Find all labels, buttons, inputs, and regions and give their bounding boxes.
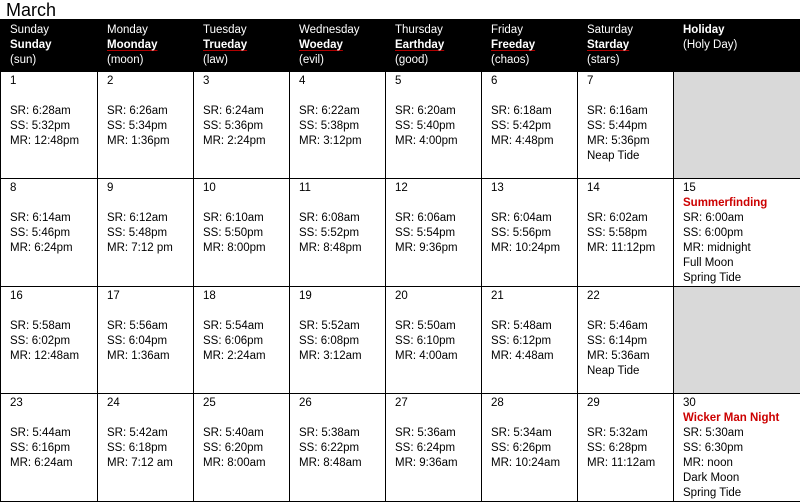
sunrise-time: SR: 5:38am	[299, 426, 379, 441]
day-number: 28	[491, 396, 571, 412]
header-alt-name: Freeday	[491, 38, 571, 53]
header-weekday: Tuesday	[203, 23, 283, 38]
sunrise-time: SR: 6:00am	[683, 211, 794, 226]
day-cell	[98, 72, 194, 179]
header-meaning: (chaos)	[491, 53, 571, 68]
sunset-time: SS: 5:48pm	[107, 226, 187, 241]
sunset-time: SS: 6:00pm	[683, 226, 794, 241]
sunset-time: SS: 5:44pm	[587, 119, 667, 134]
holiday-name: Wicker Man Night	[683, 411, 794, 426]
sunrise-time: SR: 6:28am	[10, 104, 91, 119]
day-number: 26	[299, 396, 379, 412]
moonrise-time: MR: 7:12 am	[107, 456, 187, 471]
sunrise-time: SR: 6:24am	[203, 104, 283, 119]
day-number: 9	[107, 181, 187, 197]
day-number: 14	[587, 181, 667, 197]
day-number: 22	[587, 289, 667, 305]
header-meaning: (sun)	[10, 53, 91, 68]
moonrise-time: MR: 12:48pm	[10, 134, 91, 149]
day-cell	[482, 179, 578, 287]
moonrise-time: MR: 1:36pm	[107, 134, 187, 149]
moonrise-time: MR: 6:24pm	[10, 241, 91, 256]
sunset-time: SS: 5:58pm	[587, 226, 667, 241]
moonrise-time: MR: 12:48am	[10, 349, 91, 364]
tide-note: Spring Tide	[683, 271, 794, 286]
day-cell	[578, 394, 674, 502]
day-cell	[386, 179, 482, 287]
sunset-time: SS: 5:46pm	[10, 226, 91, 241]
day-cell	[482, 287, 578, 394]
day-number: 23	[10, 396, 91, 412]
sunset-time: SS: 6:02pm	[10, 334, 91, 349]
day-cell	[386, 394, 482, 502]
sunset-time: SS: 5:56pm	[491, 226, 571, 241]
day-cell	[578, 179, 674, 287]
day-number: 19	[299, 289, 379, 305]
calendar-table	[0, 19, 800, 502]
moonrise-time: MR: 11:12pm	[587, 241, 667, 256]
sunrise-time: SR: 5:52am	[299, 319, 379, 334]
moonrise-time: MR: 10:24pm	[491, 241, 571, 256]
header-meaning: (moon)	[107, 53, 187, 68]
sunrise-time: SR: 6:06am	[395, 211, 475, 226]
moonrise-time: MR: 4:48am	[491, 349, 571, 364]
sunrise-time: SR: 6:12am	[107, 211, 187, 226]
holiday-cell	[674, 394, 800, 502]
sunset-time: SS: 5:42pm	[491, 119, 571, 134]
sunset-time: SS: 6:28pm	[587, 441, 667, 456]
header-weekday: Saturday	[587, 23, 667, 38]
moonrise-time: MR: noon	[683, 456, 794, 471]
header-holiday	[674, 20, 800, 72]
day-cell	[578, 72, 674, 179]
moon-phase-note: Full Moon	[683, 256, 794, 271]
day-number: 10	[203, 181, 283, 197]
sunset-time: SS: 6:14pm	[587, 334, 667, 349]
sunrise-time: SR: 5:46am	[587, 319, 667, 334]
moonrise-time: MR: 9:36pm	[395, 241, 475, 256]
header-meaning: (stars)	[587, 53, 667, 68]
header-alt-name: Sunday	[10, 38, 91, 53]
header-saturday	[578, 20, 674, 72]
day-cell	[194, 72, 290, 179]
day-number: 3	[203, 74, 283, 90]
week-row	[1, 394, 800, 502]
moonrise-time: MR: 3:12pm	[299, 134, 379, 149]
holiday-name: Summerfinding	[683, 196, 794, 211]
day-cell	[98, 394, 194, 502]
day-number: 25	[203, 396, 283, 412]
sunset-time: SS: 6:12pm	[491, 334, 571, 349]
day-number: 6	[491, 74, 571, 90]
sunrise-time: SR: 5:58am	[10, 319, 91, 334]
moonrise-time: MR: midnight	[683, 241, 794, 256]
moonrise-time: MR: 9:36am	[395, 456, 475, 471]
sunrise-time: SR: 5:32am	[587, 426, 667, 441]
sunrise-time: SR: 5:30am	[683, 426, 794, 441]
day-cell	[290, 287, 386, 394]
holiday-cell	[674, 179, 800, 287]
moonrise-time: MR: 6:24am	[10, 456, 91, 471]
day-cell	[482, 72, 578, 179]
day-cell	[1, 179, 98, 287]
moonrise-time: MR: 2:24am	[203, 349, 283, 364]
day-number: 17	[107, 289, 187, 305]
sunrise-time: SR: 5:40am	[203, 426, 283, 441]
week-row	[1, 287, 800, 394]
sunset-time: SS: 5:50pm	[203, 226, 283, 241]
sunrise-time: SR: 5:50am	[395, 319, 475, 334]
header-alt-name: Earthday	[395, 38, 475, 53]
day-cell	[1, 394, 98, 502]
day-number: 7	[587, 74, 667, 90]
day-cell	[1, 287, 98, 394]
header-friday	[482, 20, 578, 72]
header-alt-name: Woeday	[299, 38, 379, 53]
day-cell	[386, 287, 482, 394]
moonrise-time: MR: 10:24am	[491, 456, 571, 471]
day-number: 16	[10, 289, 91, 305]
page-title: March	[6, 0, 56, 20]
day-number: 30	[683, 396, 794, 411]
moonrise-time: MR: 4:00pm	[395, 134, 475, 149]
moonrise-time: MR: 8:48am	[299, 456, 379, 471]
header-weekday: Thursday	[395, 23, 475, 38]
day-number: 18	[203, 289, 283, 305]
day-number: 11	[299, 181, 379, 197]
header-weekday: Sunday	[10, 23, 91, 38]
moonrise-time: MR: 8:48pm	[299, 241, 379, 256]
day-cell	[194, 179, 290, 287]
sunset-time: SS: 6:20pm	[203, 441, 283, 456]
day-cell	[194, 287, 290, 394]
sunset-time: SS: 6:24pm	[395, 441, 475, 456]
sunset-time: SS: 5:32pm	[10, 119, 91, 134]
tide-note: Neap Tide	[587, 149, 667, 164]
sunset-time: SS: 5:52pm	[299, 226, 379, 241]
header-weekday: Wednesday	[299, 23, 379, 38]
sunset-time: SS: 5:54pm	[395, 226, 475, 241]
day-number: 13	[491, 181, 571, 197]
header-meaning: (good)	[395, 53, 475, 68]
day-cell	[98, 179, 194, 287]
sunset-time: SS: 6:04pm	[107, 334, 187, 349]
sunrise-time: SR: 5:44am	[10, 426, 91, 441]
day-cell	[386, 72, 482, 179]
moonrise-time: MR: 3:12am	[299, 349, 379, 364]
header-thursday	[386, 20, 482, 72]
sunrise-time: SR: 5:54am	[203, 319, 283, 334]
header-weekday: Holiday	[683, 23, 794, 38]
sunset-time: SS: 6:06pm	[203, 334, 283, 349]
empty-holiday-cell	[674, 72, 800, 179]
day-number: 20	[395, 289, 475, 305]
sunset-time: SS: 5:34pm	[107, 119, 187, 134]
day-cell	[1, 72, 98, 179]
sunrise-time: SR: 6:26am	[107, 104, 187, 119]
moonrise-time: MR: 8:00am	[203, 456, 283, 471]
sunrise-time: SR: 5:42am	[107, 426, 187, 441]
sunset-time: SS: 6:10pm	[395, 334, 475, 349]
sunrise-time: SR: 6:04am	[491, 211, 571, 226]
sunset-time: SS: 6:22pm	[299, 441, 379, 456]
tide-note: Neap Tide	[587, 364, 667, 379]
day-number: 2	[107, 74, 187, 90]
sunrise-time: SR: 6:02am	[587, 211, 667, 226]
sunset-time: SS: 6:30pm	[683, 441, 794, 456]
day-cell	[290, 394, 386, 502]
sunrise-time: SR: 5:48am	[491, 319, 571, 334]
empty-holiday-cell	[674, 287, 800, 394]
week-row	[1, 72, 800, 179]
day-cell	[194, 394, 290, 502]
day-number: 21	[491, 289, 571, 305]
moonrise-time: MR: 7:12 pm	[107, 241, 187, 256]
day-number: 24	[107, 396, 187, 412]
header-alt-name: Trueday	[203, 38, 283, 53]
week-row	[1, 179, 800, 287]
header-weekday: Friday	[491, 23, 571, 38]
header-meaning: (law)	[203, 53, 283, 68]
day-cell	[482, 394, 578, 502]
moonrise-time: MR: 5:36am	[587, 349, 667, 364]
header-wednesday	[290, 20, 386, 72]
day-number: 29	[587, 396, 667, 412]
header-alt-name: Starday	[587, 38, 667, 53]
day-number: 15	[683, 181, 794, 196]
day-cell	[98, 287, 194, 394]
sunset-time: SS: 6:26pm	[491, 441, 571, 456]
moon-phase-note: Dark Moon	[683, 471, 794, 486]
header-alt-name: Moonday	[107, 38, 187, 53]
sunset-time: SS: 5:40pm	[395, 119, 475, 134]
day-number: 1	[10, 74, 91, 90]
sunrise-time: SR: 5:34am	[491, 426, 571, 441]
header-sunday	[1, 20, 98, 72]
sunset-time: SS: 5:38pm	[299, 119, 379, 134]
moonrise-time: MR: 1:36am	[107, 349, 187, 364]
day-number: 27	[395, 396, 475, 412]
sunset-time: SS: 6:18pm	[107, 441, 187, 456]
sunset-time: SS: 6:16pm	[10, 441, 91, 456]
moonrise-time: MR: 11:12am	[587, 456, 667, 471]
day-cell	[578, 287, 674, 394]
day-number: 8	[10, 181, 91, 197]
moonrise-time: MR: 8:00pm	[203, 241, 283, 256]
moonrise-time: MR: 4:48pm	[491, 134, 571, 149]
header-monday	[98, 20, 194, 72]
sunrise-time: SR: 5:36am	[395, 426, 475, 441]
sunrise-time: SR: 6:18am	[491, 104, 571, 119]
moonrise-time: MR: 5:36pm	[587, 134, 667, 149]
day-number: 5	[395, 74, 475, 90]
moonrise-time: MR: 4:00am	[395, 349, 475, 364]
day-cell	[290, 179, 386, 287]
sunrise-time: SR: 6:20am	[395, 104, 475, 119]
sunrise-time: SR: 5:56am	[107, 319, 187, 334]
sunrise-time: SR: 6:08am	[299, 211, 379, 226]
header-meaning: (evil)	[299, 53, 379, 68]
sunset-time: SS: 6:08pm	[299, 334, 379, 349]
day-number: 4	[299, 74, 379, 90]
sunrise-time: SR: 6:14am	[10, 211, 91, 226]
header-tuesday	[194, 20, 290, 72]
tide-note: Spring Tide	[683, 486, 794, 501]
header-weekday: Monday	[107, 23, 187, 38]
sunrise-time: SR: 6:10am	[203, 211, 283, 226]
day-number: 12	[395, 181, 475, 197]
day-cell	[290, 72, 386, 179]
header-row	[1, 20, 800, 72]
sunset-time: SS: 5:36pm	[203, 119, 283, 134]
header-meaning: (Holy Day)	[683, 38, 794, 53]
sunrise-time: SR: 6:22am	[299, 104, 379, 119]
moonrise-time: MR: 2:24pm	[203, 134, 283, 149]
sunrise-time: SR: 6:16am	[587, 104, 667, 119]
